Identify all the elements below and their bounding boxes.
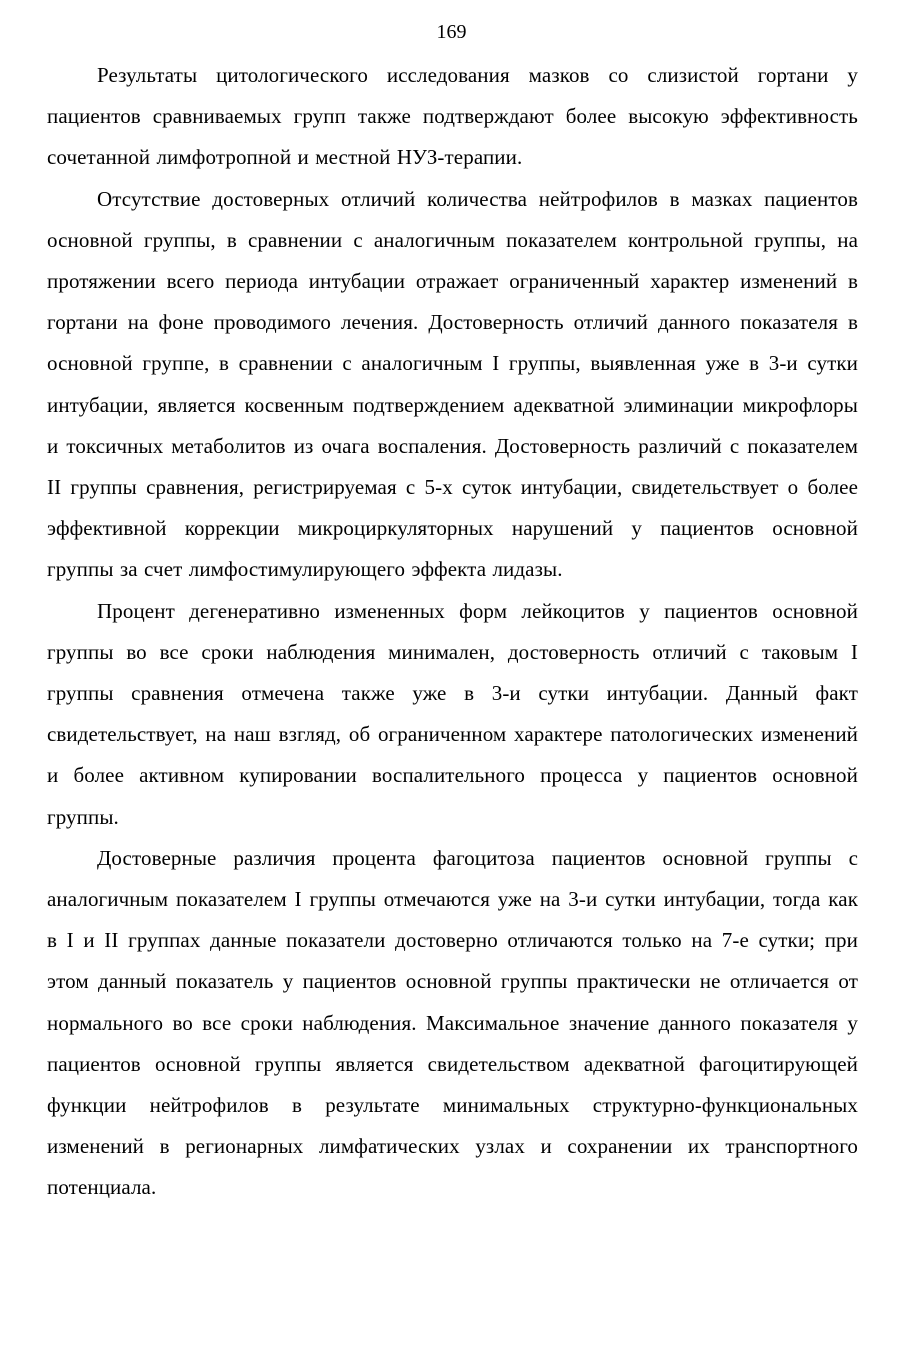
page-number: 169	[436, 21, 467, 43]
paragraph-degenerative-forms: Процент дегенеративно измененных форм лейкоцитов у пациентов основной группы во все сроки наблюдения минимален, достоверность отличий с таковым I группы сравнения отмечена также уже в 3-и сутки интубации. Данный факт свидетельствует, на наш взгляд, об ограниченном характере патологических изменений и более активном купировании воспалительного процесса у пациентов основной группы.	[47, 598, 858, 829]
paragraph-cytology-results: Результаты цитологического исследования мазков со слизистой гортани у пациентов сравниваемых групп также подтверждают более высокую эффективность сочетанной лимфотропной и местной НУЗ-терапии.	[47, 63, 858, 170]
body-text	[47, 55, 858, 1209]
paragraph-neutrophils: Отсутствие достоверных отличий количества нейтрофилов в мазках пациентов основной группы, в сравнении с аналогичным показателем контрольной группы, на протяжении всего периода интубации отражает ограниченный характер изменений в гортани на фоне проводимого лечения. Достоверность отличий данного показателя в основной группе, в сравнении с аналогичным I группы, выявленная уже в 3-и сутки интубации, является косвенным подтверждением адекватной элиминации микрофлоры и токсичных метаболитов из очага воспаления. Достоверность различий с показателем II группы сравнения, регистрируемая с 5-х суток интубации, свидетельствует о более эффективной коррекции микроциркуляторных нарушений у пациентов основной группы за счет лимфостимулирующего эффекта лидазы.	[47, 186, 858, 582]
paragraph-phagocytosis: Достоверные различия процента фагоцитоза пациентов основной группы с аналогичным показателем I группы отмечаются уже на 3-и сутки интубации, тогда как в I и II группах данные показатели достоверно отличаются только на 7-е сутки; при этом данный показатель у пациентов основной группы практически не отличается от нормального во все сроки наблюдения. Максимальное значение данного показателя у пациентов основной группы является свидетельством адекватной фагоцитирующей функции нейтрофилов в результате минимальных структурно-функциональных изменений в регионарных лимфатических узлах и сохранении их транспортного потенциала.	[47, 845, 858, 1200]
